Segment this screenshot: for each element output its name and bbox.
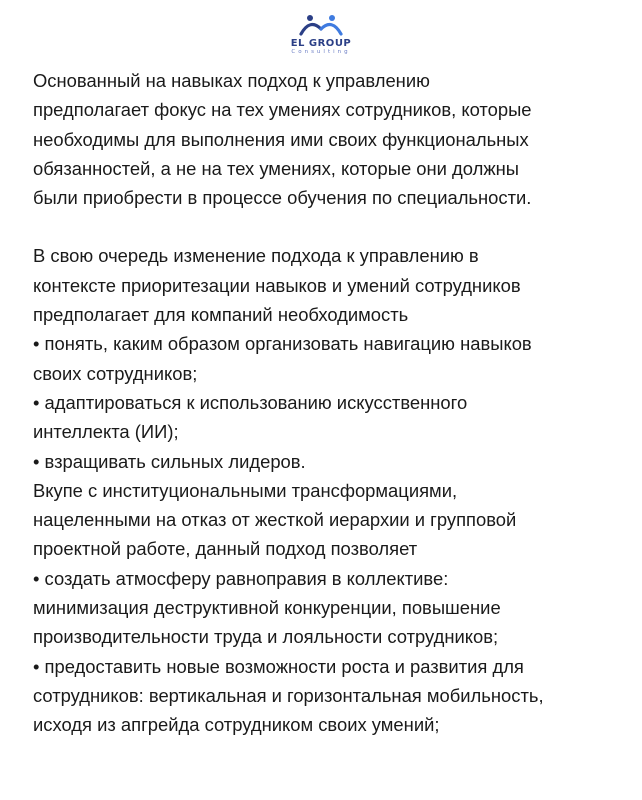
text-line: В свою очередь изменение подхода к управлению в [33, 245, 479, 267]
text-line: минимизация деструктивной конкуренции, повышение [33, 597, 501, 619]
text-line: были приобрести в процессе обучения по специальности. [33, 187, 532, 209]
text-line: контексте приоритезации навыков и умений сотрудников [33, 274, 521, 296]
text-line: производительности труда и лояльности сотрудников; [33, 626, 499, 648]
document-body [33, 66, 633, 740]
bullet-line: • адаптироваться к использованию искусственного [33, 391, 468, 413]
text-line: предполагает для компаний необходимость [33, 304, 409, 326]
logo-title: EL GROUP [290, 38, 352, 49]
text-line: своих сотрудников; [33, 362, 198, 384]
text-line: необходимы для выполнения ими своих функциональных [33, 128, 529, 150]
paragraph-intro [33, 66, 633, 212]
bullet-line: • предоставить новые возможности роста и развития для [33, 655, 524, 677]
text-line: интеллекта (ИИ); [33, 421, 179, 443]
logo-subtitle: Consulting [291, 49, 351, 55]
text-line: исходя из апгрейда сотрудником своих умений; [33, 714, 440, 736]
company-logo [0, 14, 642, 56]
text-line: Вкупе с институциональными трансформациями, [33, 479, 458, 501]
paragraph-gap [33, 212, 633, 241]
text-line: проектной работе, данный подход позволяет [33, 538, 418, 560]
text-line: обязанностей, а не на тех умениях, которые они должны [33, 157, 520, 179]
text-line: Основанный на навыках подход к управлению [33, 70, 430, 91]
bullet-line: • понять, каким образом организовать навигацию навыков [33, 333, 532, 355]
paragraph-approach [33, 241, 633, 739]
text-line: нацеленными на отказ от жесткой иерархии и групповой [33, 509, 517, 531]
bullet-line: • создать атмосферу равноправия в коллективе: [33, 567, 449, 589]
text-line: предполагает фокус на тех умениях сотрудников, которые [33, 99, 532, 121]
text-line: сотрудников: вертикальная и горизонтальная мобильность, [33, 684, 544, 706]
bullet-line: • взращивать сильных лидеров. [33, 450, 306, 472]
people-logo-icon [299, 14, 343, 38]
